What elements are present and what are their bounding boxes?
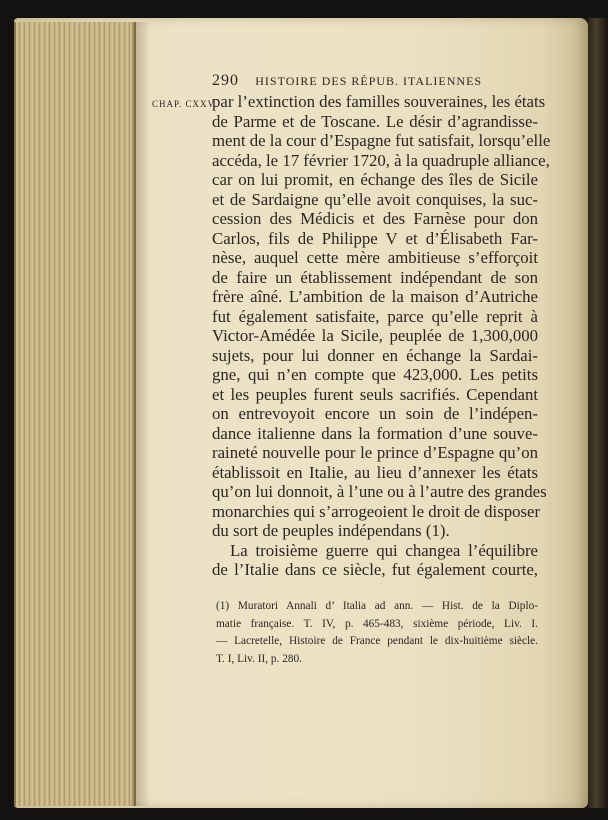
text-line: Victor-Amédée la Sicile, peuplée de 1,300,000 xyxy=(212,326,538,345)
text-line: de Parme et de Toscane. Le désir d’agrandisse- xyxy=(212,111,538,131)
page-number: 290 xyxy=(212,72,239,89)
text-line: frère aîné. L’ambition de la maison d’Autriche xyxy=(212,287,538,306)
text-line: gne, qui n’en compte que 423,000. Les petits xyxy=(212,365,538,384)
text-line: établissoit en Italie, au lieu d’annexer les états xyxy=(212,462,538,482)
text-line: qu’on lui donnoit, à l’une ou à l’autre des grandes xyxy=(212,482,547,501)
text-line: sujets, pour lui donner en échange la Sardai- xyxy=(212,345,538,365)
footnote-line: (1) Muratori Annali d’ Italia ad ann. — Hist. de la Diplo- xyxy=(216,600,538,612)
running-head: HISTOIRE DES RÉPUB. ITALIENNES xyxy=(255,74,483,88)
page-edges xyxy=(14,22,136,806)
footnote-line: — Lacretelle, Histoire de France pendant le dix-huitième siècle. xyxy=(216,635,538,647)
footnote-line: matie française. T. IV, p. 465-483, sixième période, Liv. I. xyxy=(216,617,538,630)
text-line: car on lui promit, en échange des îles de Sicile xyxy=(212,170,538,189)
text-line: ment de la cour d’Espagne fut satisfait, lorsqu’elle xyxy=(212,131,551,150)
text-line: par l’extinction des familles souveraines, les états xyxy=(212,92,546,111)
text-line: La troisième guerre qui changea l’équilibre xyxy=(230,540,538,560)
text-line: de faire un établissement indépendant de son xyxy=(212,267,538,287)
text-line: fut également satisfaite, parce qu’elle reprit à xyxy=(212,306,538,326)
text-line: accéda, le 17 février 1720, à la quadruple alliance, xyxy=(212,150,550,170)
text-line: cession des Médicis et des Farnèse pour don xyxy=(212,209,538,228)
text-line: raineté nouvelle pour le prince d’Espagne qu’on xyxy=(212,443,538,462)
text-line: et les peuples furent seuls sacrifiés. Cependant xyxy=(212,384,538,404)
footnote-line: T. I, Liv. II, p. 280. xyxy=(216,652,302,665)
text-line: monarchies qui s’arrogeoient le droit de disposer xyxy=(212,501,541,521)
footnotes xyxy=(216,598,538,668)
text-line: de l’Italie dans ce siècle, fut également courte, xyxy=(212,560,538,579)
page-header xyxy=(212,72,542,90)
text-line: et de Sardaigne qu’elle avoit conquises, la suc- xyxy=(212,189,538,209)
text-line: on entrevoyoit encore un soin de l’indépen- xyxy=(212,404,538,423)
text-line: du sort de peuples indépendans (1). xyxy=(212,521,450,540)
text-line: Carlos, fils de Philippe V et d’Élisabeth Far- xyxy=(212,228,538,248)
chapter-margin-note: CHAP. CXXV. xyxy=(152,99,218,109)
binding-edge xyxy=(588,18,608,808)
text-line: nèse, auquel cette mère ambitieuse s’efforçoit xyxy=(212,248,538,267)
body-text xyxy=(212,92,551,580)
text-line: dance italienne dans la formation d’une souve- xyxy=(212,423,538,443)
gutter-shadow xyxy=(132,22,150,806)
